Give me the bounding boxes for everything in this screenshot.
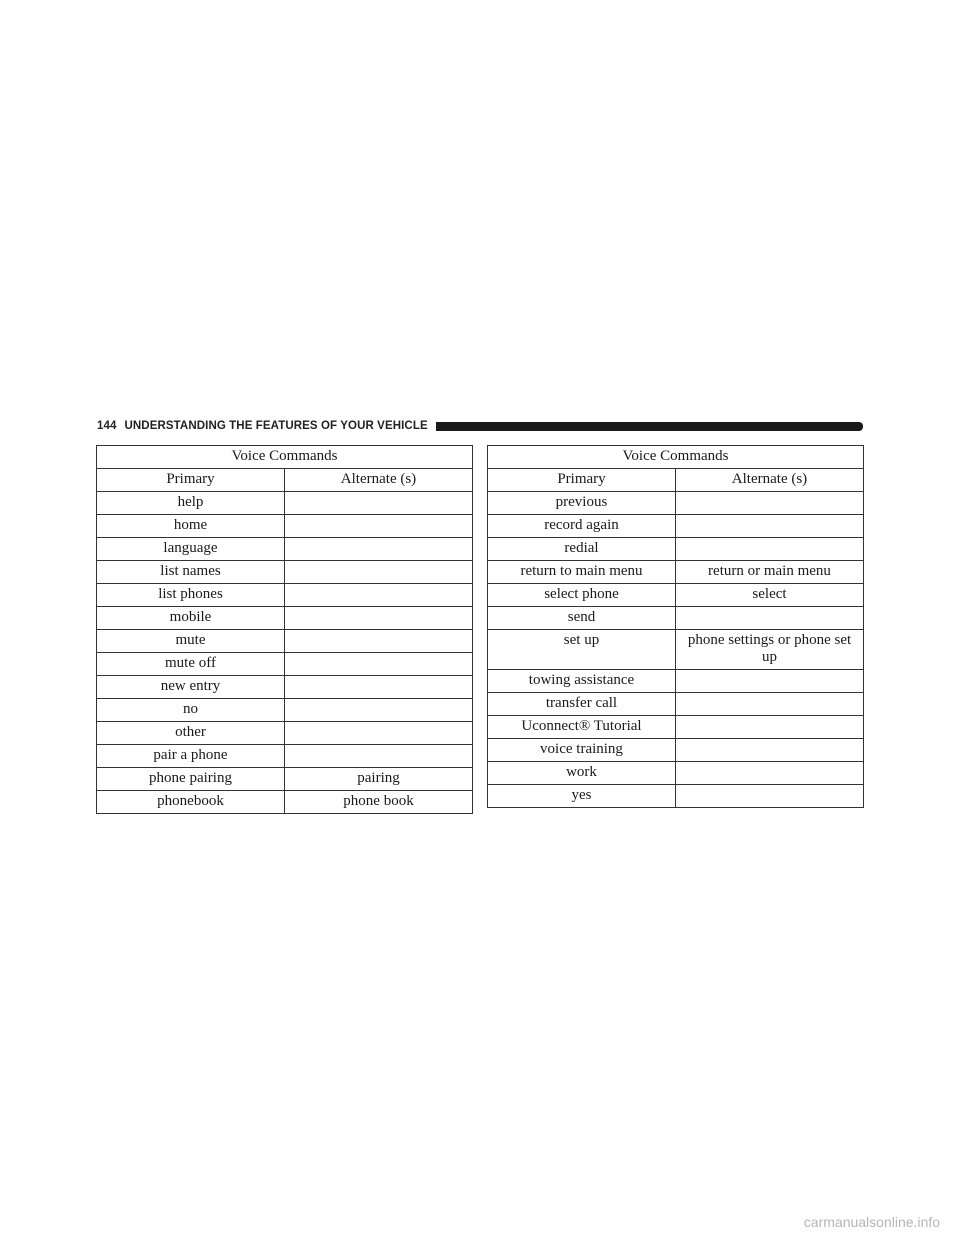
cell-primary: send <box>488 607 676 630</box>
table-row <box>488 630 864 670</box>
table-caption-row <box>488 446 864 469</box>
table-row <box>97 676 473 699</box>
cell-alternate <box>285 515 473 538</box>
cell-primary: return to main menu <box>488 561 676 584</box>
table-row <box>488 515 864 538</box>
table-row <box>97 791 473 814</box>
cell-primary: towing assistance <box>488 670 676 693</box>
voice-commands-table-left <box>96 445 473 814</box>
cell-alternate <box>285 630 473 653</box>
cell-alternate <box>285 745 473 768</box>
cell-alternate <box>676 670 864 693</box>
cell-primary: yes <box>488 785 676 808</box>
table-row <box>97 745 473 768</box>
column-header-alternate: Alternate (s) <box>676 469 864 492</box>
cell-alternate <box>285 722 473 745</box>
cell-alternate: pairing <box>285 768 473 791</box>
table-header-row <box>488 469 864 492</box>
cell-alternate <box>676 739 864 762</box>
cell-primary: no <box>97 699 285 722</box>
cell-primary: select phone <box>488 584 676 607</box>
cell-alternate <box>676 762 864 785</box>
table-row <box>97 630 473 653</box>
cell-alternate <box>285 699 473 722</box>
table-row <box>488 670 864 693</box>
cell-primary: home <box>97 515 285 538</box>
table-caption: Voice Commands <box>488 446 864 469</box>
cell-alternate <box>285 676 473 699</box>
page-header <box>97 418 863 434</box>
watermark: carmanualsonline.info <box>803 1214 940 1230</box>
table-row <box>488 693 864 716</box>
cell-primary: Uconnect® Tutorial <box>488 716 676 739</box>
cell-alternate <box>285 538 473 561</box>
table-row <box>97 538 473 561</box>
cell-primary: set up <box>488 630 676 670</box>
table-row <box>97 722 473 745</box>
cell-primary: transfer call <box>488 693 676 716</box>
cell-alternate <box>285 561 473 584</box>
cell-alternate: return or main menu <box>676 561 864 584</box>
table-caption-row <box>97 446 473 469</box>
cell-primary: mute <box>97 630 285 653</box>
cell-primary: redial <box>488 538 676 561</box>
table-row <box>488 762 864 785</box>
cell-primary: pair a phone <box>97 745 285 768</box>
column-header-alternate: Alternate (s) <box>285 469 473 492</box>
section-title: UNDERSTANDING THE FEATURES OF YOUR VEHICLE <box>124 420 428 432</box>
cell-alternate <box>676 515 864 538</box>
cell-primary: list names <box>97 561 285 584</box>
cell-primary: phone pairing <box>97 768 285 791</box>
table-row <box>97 492 473 515</box>
header-rule <box>436 422 863 431</box>
cell-alternate <box>676 538 864 561</box>
cell-primary: mute off <box>97 653 285 676</box>
cell-primary: previous <box>488 492 676 515</box>
cell-alternate: phone settings or phone set up <box>676 630 864 670</box>
table-row <box>488 716 864 739</box>
table-row <box>97 607 473 630</box>
table-row <box>488 538 864 561</box>
column-header-primary: Primary <box>97 469 285 492</box>
table-row <box>488 607 864 630</box>
cell-alternate <box>285 584 473 607</box>
voice-commands-table-right <box>487 445 864 808</box>
cell-alternate <box>676 693 864 716</box>
table-row <box>488 561 864 584</box>
cell-alternate <box>676 492 864 515</box>
column-header-primary: Primary <box>488 469 676 492</box>
table-row <box>488 492 864 515</box>
table-row <box>97 699 473 722</box>
table-row <box>97 653 473 676</box>
table-caption: Voice Commands <box>97 446 473 469</box>
cell-primary: record again <box>488 515 676 538</box>
cell-primary: mobile <box>97 607 285 630</box>
cell-alternate <box>676 785 864 808</box>
cell-alternate <box>676 607 864 630</box>
table-row <box>97 584 473 607</box>
table-row <box>488 785 864 808</box>
cell-alternate: phone book <box>285 791 473 814</box>
page-number: 144 <box>97 420 117 432</box>
cell-primary: voice training <box>488 739 676 762</box>
cell-primary: other <box>97 722 285 745</box>
cell-alternate <box>285 653 473 676</box>
table-row <box>97 768 473 791</box>
cell-alternate <box>676 716 864 739</box>
cell-primary: phonebook <box>97 791 285 814</box>
cell-alternate <box>285 492 473 515</box>
cell-alternate <box>285 607 473 630</box>
table-row <box>488 584 864 607</box>
cell-primary: new entry <box>97 676 285 699</box>
cell-primary: work <box>488 762 676 785</box>
cell-primary: language <box>97 538 285 561</box>
table-row <box>97 515 473 538</box>
cell-primary: help <box>97 492 285 515</box>
cell-alternate: select <box>676 584 864 607</box>
cell-primary: list phones <box>97 584 285 607</box>
table-header-row <box>97 469 473 492</box>
table-row <box>97 561 473 584</box>
table-row <box>488 739 864 762</box>
